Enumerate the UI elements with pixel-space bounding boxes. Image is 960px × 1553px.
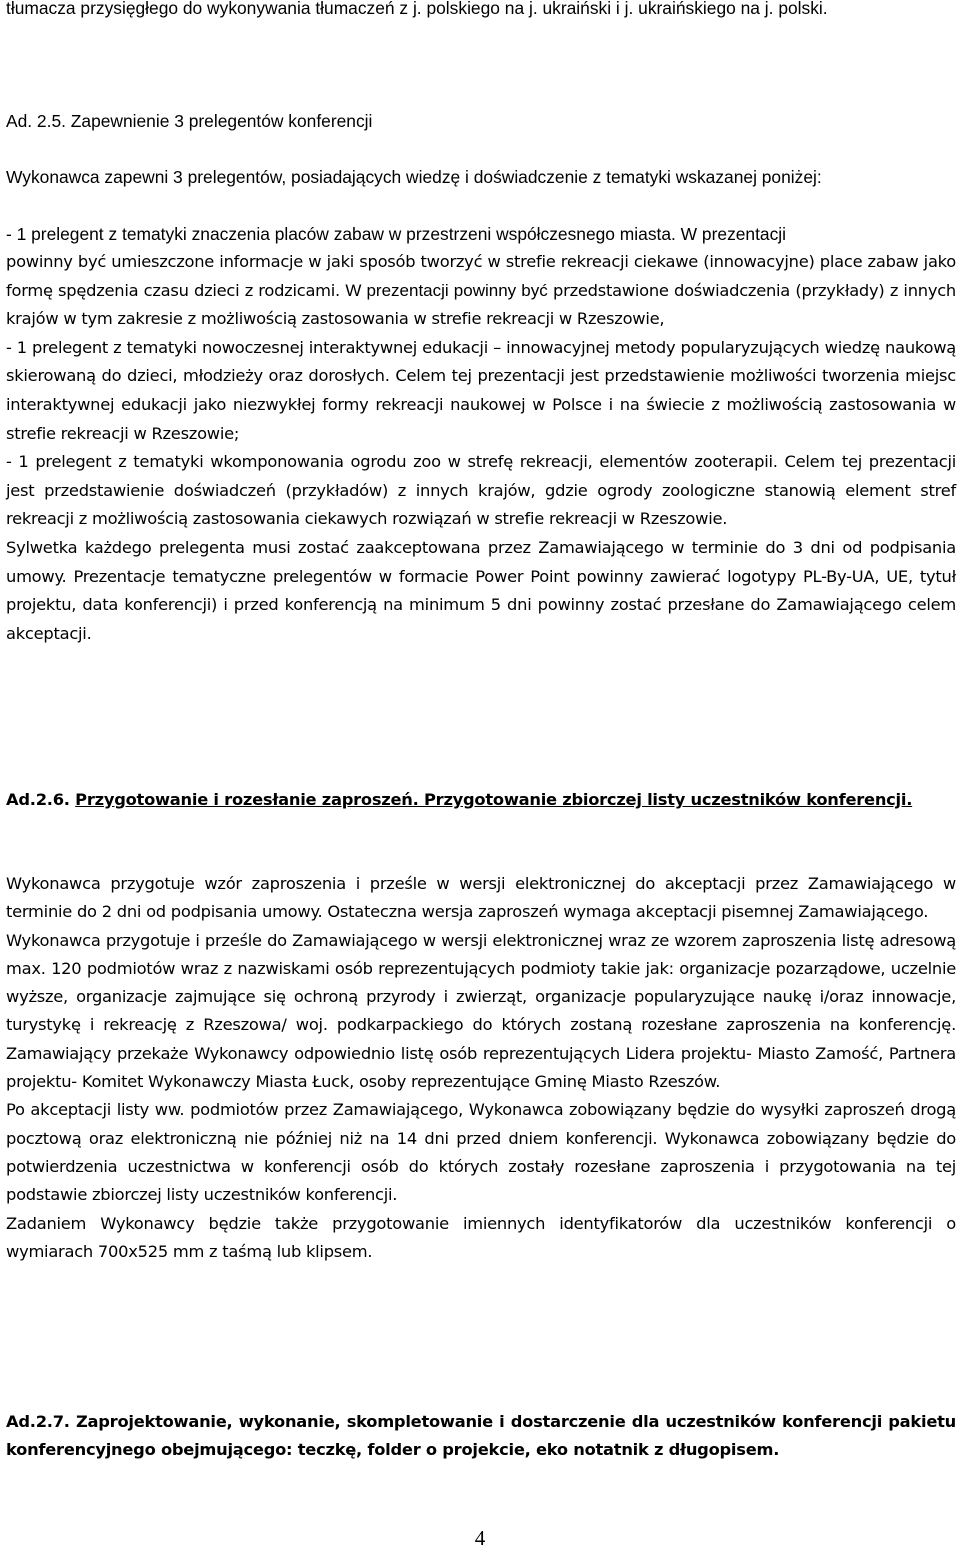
address-list-paragraph: Wykonawca przygotuje i prześle do Zamawiającego w wersji elektronicznej wraz ze wzorem zaproszenia listę adresową max. 120 podmiotów wraz z nazwiskami osób reprezentujących podmioty takie jak: organizacje pozarządowe, uczelnie wyższe, organizacje zajmujące się ochroną przyrody i zwierząt, organizacje popularyzujące naukę i/oraz innowacje, turystykę i rekreację z Rzeszowa/ woj. podkarpackiego do których zostaną rozesłane zaproszenia na konferencję. Zamawiający przekaże Wykonawcy odpowiednio listę osób reprezentujących Lidera projektu- Miasto Zamość, Partnera projektu- Komitet Wykonawczy Miasta Łuck, osoby reprezentujące Gminę Miasto Rzeszów.	[6, 930, 956, 1092]
section-2-6-body	[6, 870, 956, 1266]
speaker-1-text	[6, 248, 956, 334]
section-2-6-number: Ad.2.6.	[6, 790, 70, 809]
badges-paragraph: Zadaniem Wykonawcy będzie także przygotowanie imiennych identyfikatorów dla uczestników konferencji o wymiarach 700x525 mm z taśmą lub klipsem.	[6, 1213, 956, 1261]
speaker-1-requirement: W prezentacji powinny być	[345, 280, 548, 300]
speaker-3-text: - 1 prelegent z tematyki wkomponowania ogrodu zoo w strefę rekreacji, elementów zooterapii. Celem tej prezentacji jest przedstawienie doświadczeń (przykładów) z innych krajów, gdzie ogrody zoologiczne stanowią element stref rekreacji z możliwością zastosowania ciekawych rozwiązań w strefie rekreacji w Rzeszowie.	[6, 452, 956, 529]
page-number: 4	[474, 1526, 486, 1550]
invitation-template-paragraph: Wykonawca przygotuje wzór zaproszenia i prześle w wersji elektronicznej do akceptacji przez Zamawiającego w terminie do 2 dni od podpisania umowy. Ostateczna wersja zaproszeń wymaga akceptacji pisemnej Zamawiającego.	[6, 874, 956, 922]
intro-continuation: tłumacza przysięgłego do wykonywania tłumaczeń z j. polskiego na j. ukraiński i j. ukraińskiego na j. polski.	[6, 0, 828, 18]
section-2-6-title: Przygotowanie i rozesłanie zaproszeń. Przygotowanie zbiorczej listy uczestników konferencji.	[75, 790, 913, 809]
section-2-6-heading	[6, 786, 956, 814]
speakers-acceptance-text: Sylwetka każdego prelegenta musi zostać zaakceptowana przez Zamawiającego w terminie do 3 dni od podpisania umowy. Prezentacje tematyczne prelegentów w formacie Power Point powinny zawierać logotypy PL-By-UA, UE, tytuł projektu, data konferencji) i przed konferencją na minimum 5 dni powinny zostać przesłane do Zamawiającego celem akceptacji.	[6, 537, 956, 643]
speaker-1-description: powinny być umieszczone informacje w jaki sposób tworzyć w strefie rekreacji ciekawe (innowacyjne) place zabaw jako formę spędzenia czasu dzieci z rodzicami.	[6, 252, 956, 300]
section-2-7-heading: Ad.2.7. Zaprojektowanie, wykonanie, skompletowanie i dostarczenie dla uczestników konferencji pakietu konferencyjnego obejmującego: teczkę, folder o projekcie, eko notatnik z długopisem.	[6, 1412, 956, 1459]
invitation-dispatch-paragraph: Po akceptacji listy ww. podmiotów przez Zamawiającego, Wykonawca zobowiązany będzie do wysyłki zaproszeń drogą pocztową oraz elektroniczną nie później niż na 14 dni przed dniem konferencji. Wykonawca zobowiązany będzie do potwierdzenia uczestnictwa w konferencji osób do których zostały rozesłane zaproszenia i przygotowania na tej podstawie zbiorczej listy uczestników konferencji.	[6, 1100, 956, 1205]
speaker-1-line-1: - 1 prelegent z tematyki znaczenia placów zabaw w przestrzeni współczesnego miasta. W prezentacji	[6, 224, 787, 244]
section-2-5-heading: Ad. 2.5. Zapewnienie 3 prelegentów konferencji	[6, 111, 373, 131]
speaker-1-examples: przedstawione doświadczenia (przykłady) z innych krajów w tym zakresie z możliwością zastosowania w strefie rekreacji w Rzeszowie,	[6, 280, 956, 329]
speaker-2-text: - 1 prelegent z tematyki nowoczesnej interaktywnej edukacji – innowacyjnej metody popularyzujących wiedzę naukową skierowaną do dzieci, młodzieży oraz dorosłych. Celem tej prezentacji jest przedstawienie możliwości tworzenia miejsc interaktywnej edukacji jako niezwykłej formy rekreacji naukowej w Polsce i na świecie z możliwością zastosowania w strefie rekreacji w Rzeszowie;	[6, 337, 956, 443]
section-2-5-body	[6, 220, 956, 648]
section-2-5-lead: Wykonawca zapewni 3 prelegentów, posiadających wiedzę i doświadczenie z tematyki wskazanej poniżej:	[6, 167, 822, 187]
